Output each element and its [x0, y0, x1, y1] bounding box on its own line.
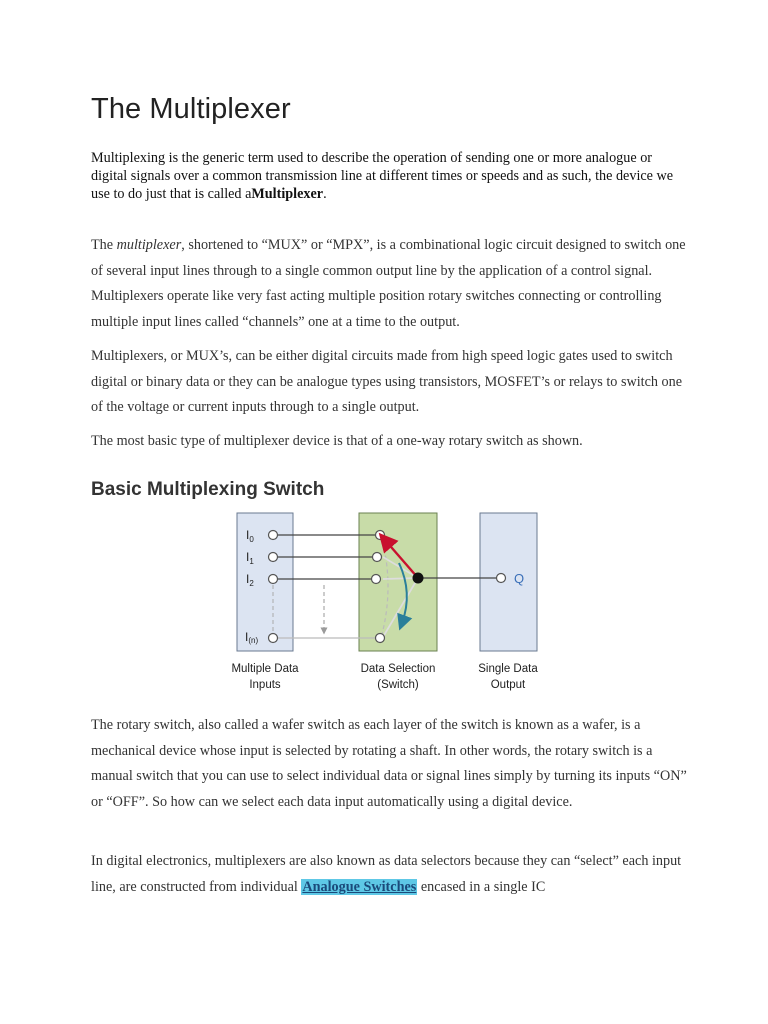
input-label-n: I(n)	[245, 630, 259, 645]
output-box	[480, 513, 537, 651]
input-label-2: $I_2$	[246, 572, 254, 588]
paragraph-1-start: The	[91, 237, 117, 253]
input-label-0: $I_0$	[246, 528, 254, 544]
paragraph-2: Multiplexers, or MUX’s, can be either digital circuits made from high speed logic gates used to switch digital or binary data or they can be analogue types using transistors, MOSFET’s or relays to switch one of the voltage or current inputs through to a single output.	[91, 348, 683, 415]
paragraph-5	[91, 849, 691, 900]
switch-pivot	[413, 573, 424, 584]
switch-caption-line2: (Switch)	[377, 679, 419, 691]
section-heading: Basic Multiplexing Switch	[91, 479, 325, 500]
multiplexing-switch-diagram	[225, 505, 545, 700]
output-caption-line1: Single Data	[478, 663, 538, 675]
output-terminal	[497, 574, 506, 583]
paragraph-5-start: In digital electronics, multiplexers are also known as data selectors because they can “select” each input line, are constructed from individual	[91, 853, 682, 895]
input-label-1: $I_1$	[246, 550, 254, 566]
inputs-caption-line1: Multiple Data	[231, 663, 299, 675]
intro-text-end: .	[323, 186, 327, 202]
paragraph-5-end: encased in a single IC	[417, 878, 546, 895]
intro-paragraph	[91, 149, 681, 203]
output-label-q: Q	[514, 571, 525, 586]
output-caption-line2: Output	[490, 679, 526, 691]
intro-bold-term: Multiplexer	[251, 186, 324, 202]
switch-caption-line1: Data Selection	[360, 663, 436, 675]
analogue-switches-link[interactable]: Analogue Switches	[302, 878, 417, 895]
switch-box	[359, 513, 437, 651]
inputs-caption-line2: Inputs	[249, 679, 281, 691]
page-title: The Multiplexer	[91, 93, 291, 125]
paragraph-3: The most basic type of multiplexer device is that of a one-way rotary switch as shown.	[91, 433, 583, 449]
paragraph-4: The rotary switch, also called a wafer switch as each layer of the switch is known as a wafer, is a mechanical device whose input is selected by rotating a shaft. In other words, the rotary switch is a manual switch that you can use to select individual data or signal lines simply by turning its inputs “ON” or “OFF”. So how can we select each data input automatically using a digital device.	[91, 717, 687, 810]
intro-text: Multiplexing is the generic term used to describe the operation of sending one or more analogue or digital signals over a common transmission line at different times or speeds and as such, the device we use to do just that is called a	[91, 150, 674, 202]
paragraph-1	[91, 233, 691, 335]
paragraph-1-rest: , shortened to “MUX” or “MPX”, is a combinational logic circuit designed to switch one of several input lines through to a single common output line by the application of a control signal. Multiplexers operate like very fast acting multiple position rotary switches connecting or controlling multiple input lines called “channels” one at a time to the output.	[91, 237, 686, 330]
paragraph-1-italic: multiplexer	[116, 237, 182, 253]
